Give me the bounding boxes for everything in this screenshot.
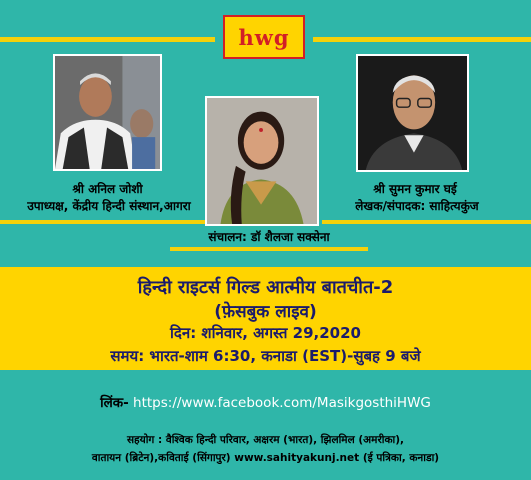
logo-text: hwg (238, 24, 290, 50)
moderator-portrait-image (207, 98, 317, 224)
speaker-left-name: श्री अनिल जोशी (72, 182, 143, 196)
support-line-2: वातायन (ब्रिटेन),कविताई (सिंगापुर) www.sahityakunj.net (ई पत्रिका, कनाडा) (91, 452, 440, 464)
decorative-stripe-top-left (0, 37, 215, 42)
facebook-link-url[interactable]: https://www.facebook.com/MasikgosthiHWG (133, 395, 431, 411)
speaker-photo-right (356, 54, 469, 172)
event-title: हिन्दी राइटर्स गिल्ड आत्मीय बातचीत-2 (137, 277, 394, 298)
moderator-label: संचालन: डॉ शैलजा सक्सेना (208, 230, 330, 244)
event-subtitle: (फ़ेसबुक लाइव) (214, 302, 317, 322)
facebook-link-line (0, 393, 531, 411)
speaker-photo-left (53, 54, 162, 171)
decorative-stripe-under-moderator (170, 247, 368, 251)
hwg-logo (223, 15, 305, 59)
speaker-right-role: लेखक/संपादक: साहित्यकुंज (355, 199, 479, 213)
event-time: समय: भारत-शाम 6:30, कनाडा (EST)-सुबह 9 बजे (110, 347, 421, 365)
speaker-right-name: श्री सुमन कुमार घई (373, 182, 457, 196)
link-label: लिंक- (100, 395, 129, 411)
decorative-stripe-top-right (313, 37, 531, 42)
speaker-portrait-right-image (358, 56, 467, 170)
moderator-photo (205, 96, 319, 226)
event-date: दिन: शनिवार, अगस्त 29,2020 (170, 324, 361, 342)
support-line-1: सहयोग : वैश्विक हिन्दी परिवार, अक्षरम (भारत), झिलमिल (अमरीका), (126, 434, 405, 446)
decorative-stripe-mid-left (0, 220, 210, 224)
speaker-portrait-left-image (55, 56, 160, 169)
speaker-left-role: उपाध्यक्ष, केंद्रीय हिन्दी संस्थान,आगरा (27, 199, 191, 213)
event-banner (0, 267, 531, 370)
decorative-stripe-mid-right (322, 220, 531, 224)
